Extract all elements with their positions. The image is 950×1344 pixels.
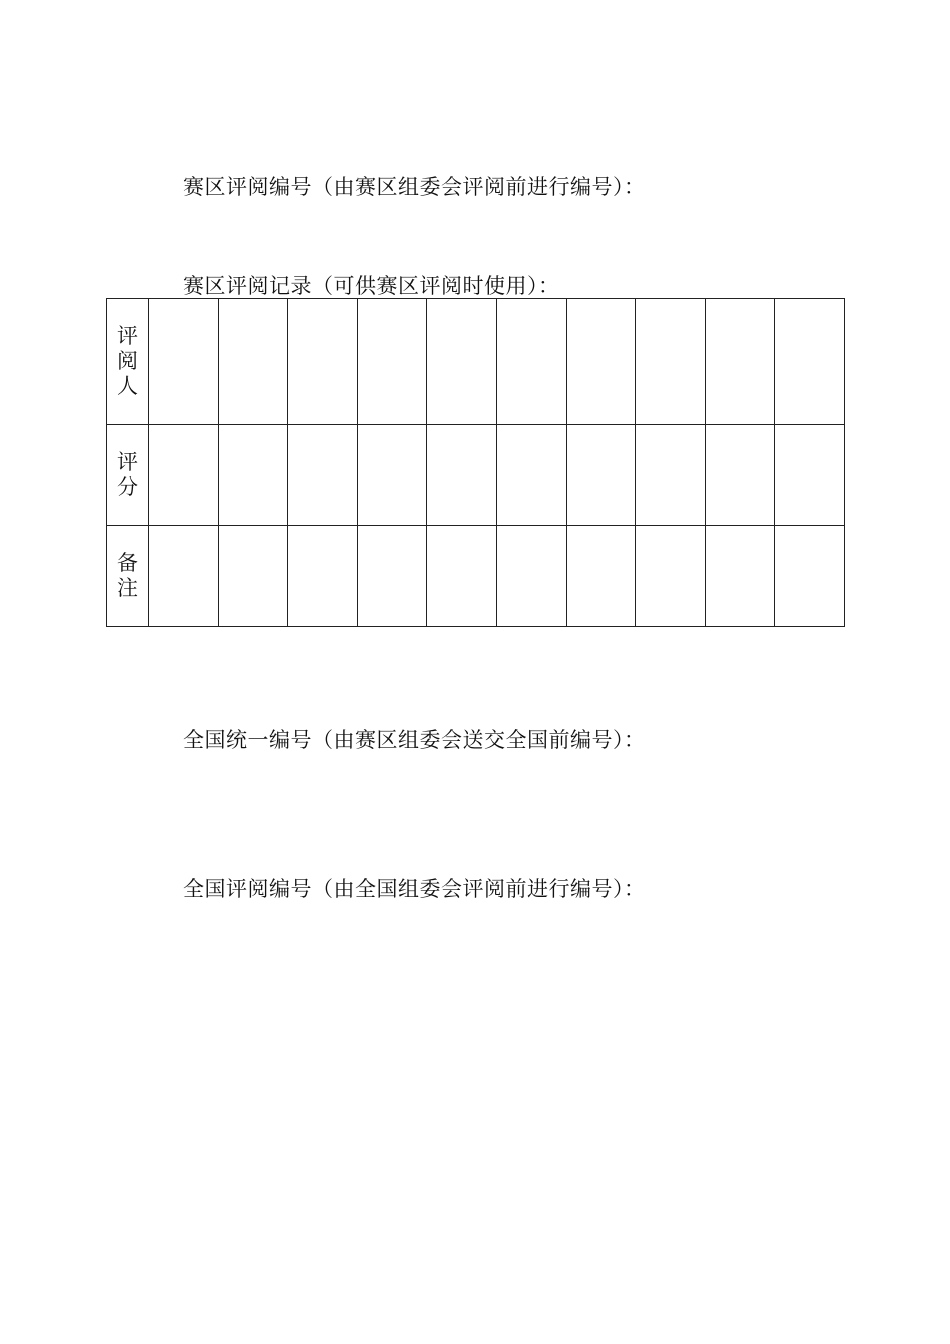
score-blank-cell[interactable] [566, 425, 636, 526]
review-record-table [106, 298, 845, 627]
reviewer-blank-cell[interactable] [149, 299, 219, 425]
national-review-number-label: 全国评阅编号（由全国组委会评阅前进行编号）： [183, 877, 646, 901]
notes-blank-cell[interactable] [218, 526, 288, 627]
score-blank-cell[interactable] [496, 425, 566, 526]
score-blank-cell[interactable] [149, 425, 219, 526]
reviewer-label-char: 阅 [117, 349, 138, 373]
reviewer-blank-cell[interactable] [705, 299, 775, 425]
national-unified-number-label: 全国统一编号（由赛区组委会送交全国前编号）： [183, 728, 646, 752]
reviewer-blank-cell[interactable] [288, 299, 358, 425]
notes-blank-cell[interactable] [705, 526, 775, 627]
notes-label-char: 注 [117, 576, 138, 600]
score-blank-cell[interactable] [357, 425, 427, 526]
score-blank-cell[interactable] [218, 425, 288, 526]
table-row-score [107, 425, 845, 526]
reviewer-label-char: 评 [117, 324, 138, 348]
notes-blank-cell[interactable] [496, 526, 566, 627]
reviewer-blank-cell[interactable] [496, 299, 566, 425]
notes-blank-cell[interactable] [357, 526, 427, 627]
score-blank-cell[interactable] [705, 425, 775, 526]
score-label-char: 分 [117, 475, 138, 499]
region-review-number-label: 赛区评阅编号（由赛区组委会评阅前进行编号）： [183, 175, 646, 199]
notes-blank-cell[interactable] [636, 526, 706, 627]
score-blank-cell[interactable] [775, 425, 845, 526]
reviewer-blank-cell[interactable] [566, 299, 636, 425]
score-blank-cell[interactable] [427, 425, 497, 526]
table-row-reviewer [107, 299, 845, 425]
region-review-record-label: 赛区评阅记录（可供赛区评阅时使用）： [183, 274, 560, 298]
notes-label-cell [107, 526, 149, 627]
notes-blank-cell[interactable] [775, 526, 845, 627]
reviewer-blank-cell[interactable] [775, 299, 845, 425]
reviewer-blank-cell[interactable] [427, 299, 497, 425]
notes-blank-cell[interactable] [427, 526, 497, 627]
notes-blank-cell[interactable] [149, 526, 219, 627]
notes-blank-cell[interactable] [566, 526, 636, 627]
reviewer-label-cell [107, 299, 149, 425]
score-blank-cell[interactable] [636, 425, 706, 526]
table-row-notes [107, 526, 845, 627]
reviewer-blank-cell[interactable] [218, 299, 288, 425]
reviewer-blank-cell[interactable] [636, 299, 706, 425]
notes-blank-cell[interactable] [288, 526, 358, 627]
score-label-cell [107, 425, 149, 526]
notes-label-char: 备 [117, 551, 138, 575]
score-blank-cell[interactable] [288, 425, 358, 526]
score-label-char: 评 [117, 450, 138, 474]
reviewer-label-char: 人 [117, 374, 138, 398]
reviewer-blank-cell[interactable] [357, 299, 427, 425]
